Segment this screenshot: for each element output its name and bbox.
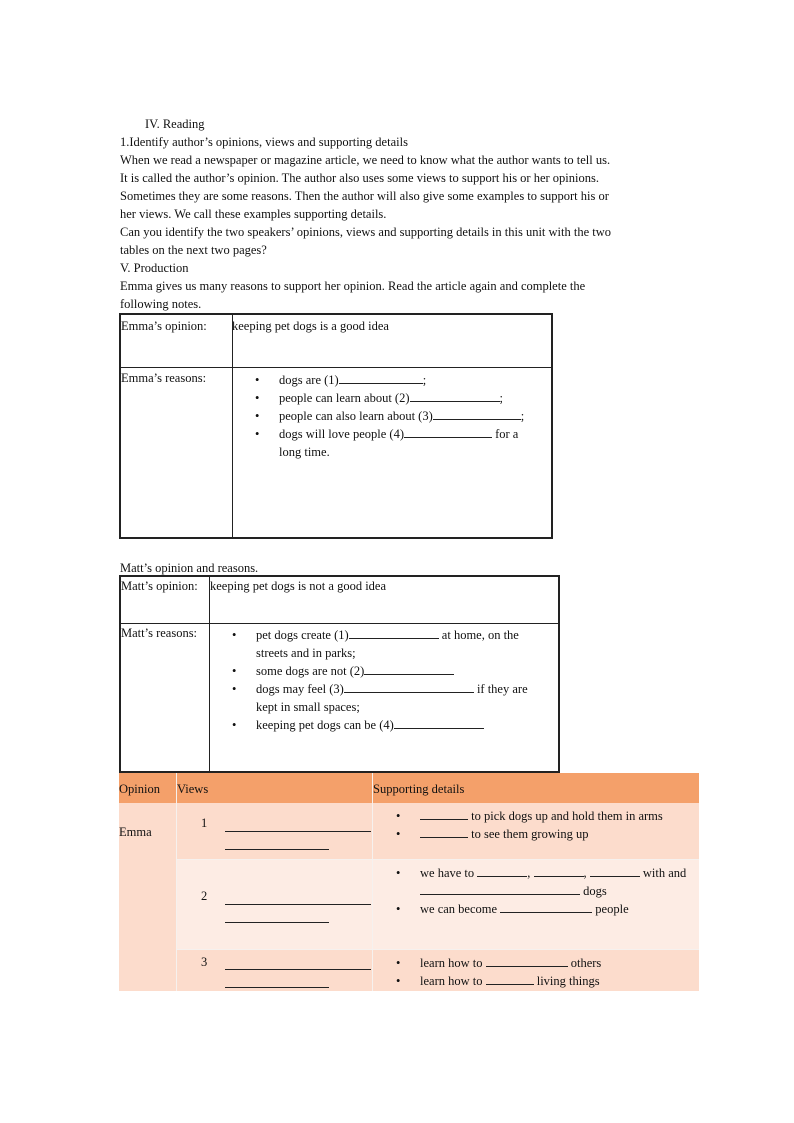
details-list <box>396 864 699 918</box>
matt-reasons-label: Matt’s reasons: <box>121 626 198 640</box>
list-item: • dogs may feel (3) if they are kept in small spaces; <box>232 680 558 716</box>
list-item: • pet dogs create (1) at home, on the streets and in parks; <box>232 626 558 662</box>
emma-opinion-value: keeping pet dogs is a good idea <box>232 319 389 333</box>
answer-blank[interactable] <box>225 849 329 850</box>
list-item: • to pick dogs up and hold them in arms <box>396 807 699 825</box>
answer-blank[interactable] <box>420 807 468 820</box>
reading-paragraph-line: When we read a newspaper or magazine article, we need to know what the author wants to tell us. <box>120 153 611 167</box>
production-intro-line: following notes. <box>120 297 202 311</box>
list-item: • dogs are (1) ; <box>255 371 555 389</box>
answer-blank[interactable] <box>225 987 329 988</box>
reading-heading: IV. Reading <box>145 117 205 131</box>
answer-blank[interactable] <box>349 626 439 639</box>
header-supporting-details: Supporting details <box>373 782 465 796</box>
list-item: • learn how to others <box>396 954 699 972</box>
view-number: 2 <box>201 889 208 903</box>
matt-opinion-label: Matt’s opinion: <box>121 579 198 593</box>
details-list <box>396 807 699 843</box>
reading-paragraph-line: Sometimes they are some reasons. Then the author will also give some examples to support his or <box>120 189 609 203</box>
reading-paragraph-line: tables on the next two pages? <box>120 243 267 257</box>
answer-blank[interactable] <box>486 954 568 967</box>
answer-blank[interactable] <box>404 425 492 438</box>
answer-blank[interactable] <box>420 825 468 838</box>
opinion-views-details-table <box>119 773 699 991</box>
list-item: • we can become people <box>396 900 699 918</box>
reading-paragraph-line: Can you identify the two speakers’ opinions, views and supporting details in this unit with the two <box>120 225 612 239</box>
reading-paragraph-line: her views. We call these examples supporting details. <box>120 207 387 221</box>
reading-paragraph-line: It is called the author’s opinion. The author also uses some views to support his or her opinions. <box>120 171 599 185</box>
answer-blank[interactable] <box>339 371 423 384</box>
answer-blank[interactable] <box>225 831 371 832</box>
emma-opinion-label: Emma’s opinion: <box>121 319 207 333</box>
matt-reasons-list <box>232 626 558 734</box>
list-item: • keeping pet dogs can be (4) <box>232 716 558 734</box>
answer-blank[interactable] <box>477 864 527 877</box>
list-item: • learn how to living things <box>396 972 699 990</box>
answer-blank[interactable] <box>410 389 500 402</box>
answer-blank[interactable] <box>225 969 371 970</box>
list-item: • we have to , , with and dogs <box>396 864 699 900</box>
header-views: Views <box>177 782 209 796</box>
answer-blank[interactable] <box>364 662 454 675</box>
matt-notes-table <box>119 575 560 773</box>
header-opinion: Opinion <box>119 782 160 796</box>
list-item: • to see them growing up <box>396 825 699 843</box>
answer-blank[interactable] <box>590 864 640 877</box>
answer-blank[interactable] <box>225 904 371 905</box>
details-list <box>396 954 699 990</box>
emma-reasons-label: Emma’s reasons: <box>121 371 207 385</box>
answer-blank[interactable] <box>225 922 329 923</box>
matt-opinion-value: keeping pet dogs is not a good idea <box>210 579 387 593</box>
answer-blank[interactable] <box>394 716 484 729</box>
list-item: • some dogs are not (2) <box>232 662 558 680</box>
emma-notes-table <box>119 313 553 539</box>
view-number: 1 <box>201 816 208 830</box>
answer-blank[interactable] <box>500 900 592 913</box>
production-intro-line: Emma gives us many reasons to support her opinion. Read the article again and complete the <box>120 279 586 293</box>
answer-blank[interactable] <box>486 972 534 985</box>
reading-subheading: 1.Identify author’s opinions, views and supporting details <box>120 135 408 149</box>
answer-blank[interactable] <box>534 864 584 877</box>
answer-blank[interactable] <box>433 407 521 420</box>
opinion-emma: Emma <box>119 825 152 839</box>
answer-blank[interactable] <box>420 882 580 895</box>
list-item: • people can also learn about (3) ; <box>255 407 555 425</box>
emma-reasons-list <box>255 371 555 461</box>
answer-blank[interactable] <box>344 680 474 693</box>
matt-section-title: Matt’s opinion and reasons. <box>120 561 259 575</box>
list-item: • people can learn about (2) ; <box>255 389 555 407</box>
list-item: • dogs will love people (4) for a long time. <box>255 425 555 461</box>
production-heading: V. Production <box>120 261 189 275</box>
view-number: 3 <box>201 955 208 969</box>
